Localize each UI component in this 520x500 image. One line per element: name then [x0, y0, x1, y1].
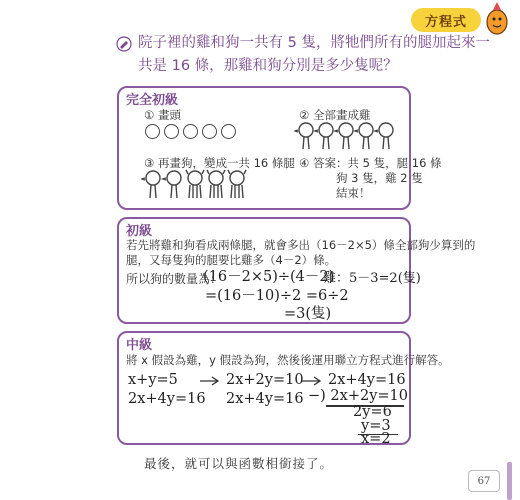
intermediate-description: 將 x 假設為雞，y 假設為狗，然後後運用聯立方程式進行解答。 [126, 353, 450, 367]
head-circle [183, 124, 198, 139]
closing-text: 最後，就可以與函數相銜接了。 [144, 456, 334, 471]
system-3-eq-5: x=2 [361, 431, 391, 447]
head-circle [221, 124, 236, 139]
step-4-line-1: ④ 答案：共 5 隻，腿 16 條 [299, 156, 442, 170]
system-3-eq-1: 2x+4y=16 [328, 372, 406, 388]
beginner-lead: 所以狗的數量為： [126, 272, 223, 286]
arrow-right-icon [199, 375, 221, 387]
step-3-label: ③ 再畫狗，變成一共 16 條腿 [144, 156, 295, 170]
pencil-mascot-icon [482, 2, 512, 36]
pencil-icon [116, 36, 132, 52]
head-circle [145, 124, 160, 139]
question-line-2: 共是 16 條，那雞和狗分別是多少隻呢？ [138, 58, 398, 74]
page-number: 67 [468, 470, 500, 492]
beginner-title: 初級 [126, 224, 153, 239]
step-4-line-3: 結束！ [336, 186, 371, 200]
step-2-label: ② 全部畫成雞 [299, 108, 371, 122]
beginner-equation-1: (16－2×5)÷(4－2) [203, 269, 335, 285]
beginner-line-2: 腿，又每隻狗的腿要比雞多（4－2）條。 [126, 253, 337, 267]
head-circle [164, 124, 179, 139]
chickens-drawing [294, 120, 399, 152]
system-2-eq-1: 2x+2y=10 [226, 372, 304, 388]
beginner-equation-2: =(16－10)÷2 =6÷2 [205, 288, 349, 304]
complete-beginner-title: 完全初級 [126, 93, 179, 108]
step-4-line-2: 狗 3 隻，雞 2 隻 [336, 171, 423, 185]
question-line-1: 院子裡的雞和狗一共有 5 隻，將牠們所有的腿加起來一 [138, 35, 490, 51]
head-circle [202, 124, 217, 139]
system-3-eq-4: y=3 [361, 418, 391, 434]
edge-tab [507, 462, 512, 500]
chapter-badge: 方程式 [411, 8, 481, 32]
system-3-eq-3: 2y=6 [353, 404, 392, 420]
system-3-eq-2: −) 2x+2y=10 [308, 388, 408, 404]
arrow-right-icon [301, 375, 323, 387]
system-2-eq-2: 2x+4y=16 [226, 391, 304, 407]
beginner-line-1: 若先將雞和狗看成兩條腿，就會多出（16－2×5）條全部狗少算到的 [126, 238, 476, 252]
beginner-equation-3: =3(隻) [284, 306, 332, 322]
system-1-eq-2: 2x+4y=16 [128, 391, 206, 407]
intermediate-title: 中級 [126, 338, 153, 353]
chickens-and-dogs-drawing [141, 168, 251, 202]
step-1-label: ① 畫頭 [144, 108, 181, 122]
chicken-count: 雞：5－3=2(隻) [323, 271, 421, 286]
system-1-eq-1: x+y=5 [128, 372, 178, 388]
